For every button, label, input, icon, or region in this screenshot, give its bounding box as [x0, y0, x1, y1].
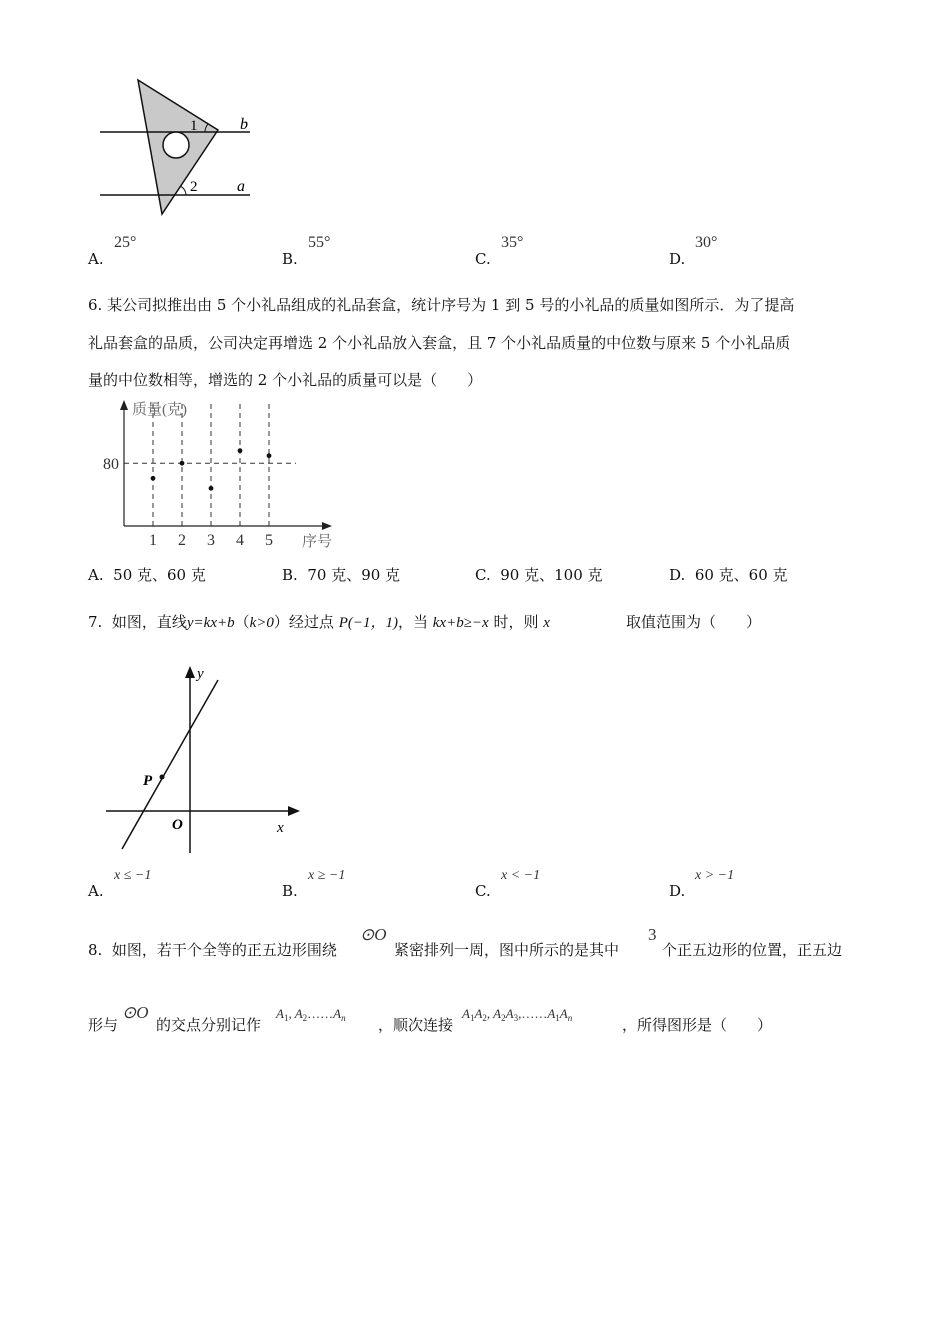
q7-condition: k>0 — [249, 615, 274, 631]
q6-text-line-3: 量的中位数相等，增选的 2 个小礼品的质量可以是（ ） — [88, 371, 483, 389]
chart-x-tick-4: 4 — [236, 532, 244, 549]
chart-x-tick-1: 1 — [149, 532, 157, 549]
graph-line — [122, 680, 218, 849]
chart-x-tick-3: 3 — [207, 532, 215, 549]
graph-point-label: P — [143, 773, 153, 789]
q6-option-a-value: 50 克、60 克 — [113, 566, 206, 584]
chart-xlabel: 序号 — [302, 534, 333, 550]
chart-x-tick-2: 2 — [178, 532, 186, 549]
angle-2-label: 2 — [190, 179, 198, 195]
q7-option-d-value: x > −1 — [695, 868, 735, 883]
q7-option-c-value: x < −1 — [501, 868, 541, 883]
q8-segments: $A_1A_2$, $A_2A_3,\dots\dots A_1A_n$ — [462, 1006, 573, 1023]
q7-option-d-letter: D. — [669, 882, 686, 900]
q8-points-a1-an: $A_1$, $A_2\dots\dots A_n$ — [276, 1006, 346, 1023]
q6-option-c-letter: C. — [475, 566, 491, 584]
q5-option-c-value: 35° — [501, 234, 524, 251]
graph-y-arrow — [185, 666, 195, 678]
q8-text-6: ，顺次连接 — [378, 1016, 454, 1034]
q7-option-a-letter: A. — [88, 882, 104, 900]
graph-x-label: x — [277, 820, 284, 836]
q7-text-4: ，当 — [397, 613, 428, 631]
q6-option-c-value: 90 克、100 克 — [500, 566, 603, 584]
q8-number: 8. — [88, 941, 103, 959]
q7-inequality: kx+b≥−x — [432, 615, 489, 631]
chart-point-4 — [238, 448, 243, 453]
q7-option-b-value: x ≥ −1 — [308, 868, 346, 883]
q7-variable: x — [543, 615, 550, 631]
graph-y-label: y — [197, 666, 204, 682]
q5-option-a-value: 25° — [114, 234, 137, 251]
angle-1-label: 1 — [190, 118, 198, 134]
q7-question-text — [88, 612, 550, 633]
chart-x-arrow — [322, 522, 332, 530]
graph-origin-label: O — [172, 817, 183, 833]
q7-text-1: 如图，直线 — [111, 613, 187, 631]
q6-text-line-1: 6. 某公司拟推出由 5 个小礼品组成的礼品套盒，统计序号为 1 到 5 号的小礼品的质量如图所示．为了提高 — [88, 296, 795, 314]
chart-y-tick-80: 80 — [103, 456, 119, 474]
q5-option-b-letter: B. — [282, 250, 298, 268]
q7-option-b-letter: B. — [282, 882, 298, 900]
q5-option-b-value: 55° — [308, 234, 331, 251]
q5-option-a-letter: A. — [88, 250, 104, 268]
q7-text-3: ）经过点 — [273, 613, 334, 631]
q8-circle-o-2: ⊙O — [122, 1003, 149, 1022]
q8-text-5: 的交点分别记作 — [156, 1016, 262, 1034]
chart-point-5 — [267, 453, 272, 458]
q7-text-6: 取值范围为（ ） — [626, 613, 762, 631]
q7-option-c-letter: C. — [475, 882, 491, 900]
q6-option-d-letter: D. — [669, 566, 686, 584]
q7-text-2: （ — [234, 613, 250, 631]
line-a-label: a — [237, 178, 245, 195]
q8-text-3: 个正五边形的位置，正五边 — [662, 941, 843, 959]
q8-line-1-start — [88, 940, 337, 960]
q6-option-a-letter: A. — [88, 566, 104, 584]
q7-text-5: 时，则 — [493, 613, 539, 631]
q6-option-d-value: 60 克、60 克 — [694, 566, 788, 584]
q8-three: 3 — [648, 925, 657, 944]
q8-text-1: 如图，若干个全等的正五边形围绕 — [111, 941, 337, 959]
chart-y-arrow — [120, 400, 128, 410]
point-p — [160, 775, 165, 780]
q5-option-d-letter: D. — [669, 250, 686, 268]
q6-text-line-2: 礼品套盒的品质，公司决定再增选 2 个小礼品放入套盒，且 7 个小礼品质量的中位数与原来 5 个小礼品质 — [88, 334, 791, 352]
chart-ylabel: 质量(克) — [132, 402, 187, 418]
q5-option-d-value: 30° — [695, 234, 718, 251]
q6-option-b-letter: B. — [282, 566, 298, 584]
q8-text-7: ，所得图形是（ ） — [622, 1016, 773, 1034]
chart-x-tick-5: 5 — [265, 532, 273, 549]
q6-option-b-value: 70 克、90 克 — [307, 566, 401, 584]
line-b-label: b — [240, 116, 248, 133]
parallel-lines-triangle-figure — [90, 70, 260, 220]
q7-option-a-value: x ≤ −1 — [114, 868, 152, 883]
chart-point-1 — [151, 476, 156, 481]
q7-point: P(−1，1) — [338, 615, 398, 631]
q8-text-2: 紧密排列一周，图中所示的是其中 — [394, 941, 620, 959]
graph-x-arrow — [288, 806, 300, 816]
gift-mass-scatter-chart — [88, 396, 348, 554]
q8-text-4: 形与 — [88, 1016, 119, 1034]
q5-option-c-letter: C. — [475, 250, 491, 268]
q8-circle-o-1: ⊙O — [360, 925, 387, 944]
chart-point-2 — [180, 461, 185, 466]
chart-point-3 — [209, 486, 214, 491]
q7-line-equation: y=kx+b — [186, 615, 235, 631]
triangle-hole — [163, 132, 189, 158]
q7-number: 7. — [88, 613, 103, 631]
line-graph-figure — [100, 660, 310, 860]
